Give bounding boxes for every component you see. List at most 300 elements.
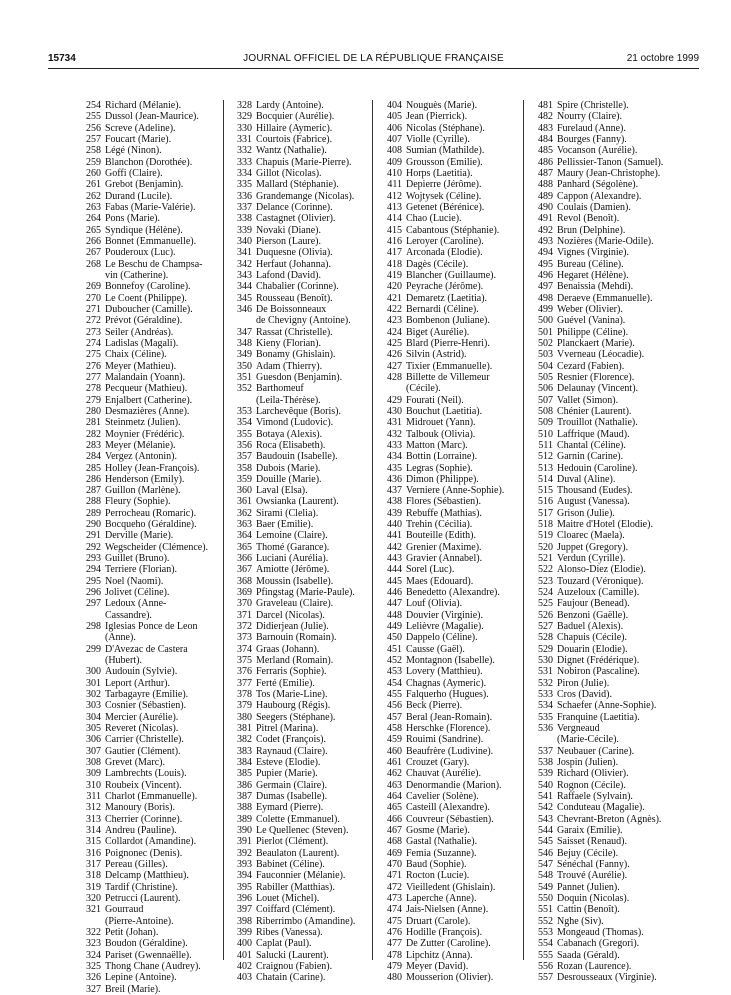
list-item [232, 972, 368, 983]
list-item [232, 938, 368, 949]
entry-name: Grandemange (Nicolas). [256, 190, 355, 202]
list-item [81, 757, 217, 768]
list-item [533, 508, 669, 519]
list-item [533, 327, 669, 338]
entry-name: Durand (Lucile). [105, 190, 173, 202]
entry-name: Reveret (Nicolas). [105, 723, 179, 735]
list-item [81, 904, 217, 915]
entry-name: Guével (Vanina). [557, 315, 626, 327]
entry-number: 271 [86, 303, 101, 315]
list-item [533, 927, 669, 938]
entry-name: Pitrel (Marina). [256, 723, 319, 735]
entry-name: Seiler (Andréas). [105, 326, 174, 338]
list-item [81, 700, 217, 711]
entry-name: Dubois (Marie). [256, 462, 321, 474]
list-item [232, 870, 368, 881]
list-item [232, 145, 368, 156]
list-item [232, 440, 368, 451]
entry-number: 416 [387, 235, 402, 247]
list-item [533, 123, 669, 134]
entry-number: 401 [237, 949, 252, 961]
entry-name: Grebot (Benjamin). [105, 179, 184, 191]
list-item [232, 655, 368, 666]
list-item [533, 859, 669, 870]
list-item [81, 338, 217, 349]
list-item [382, 870, 518, 881]
list-item [533, 916, 669, 927]
entry-number: 507 [538, 394, 553, 406]
entry-number: 510 [538, 428, 553, 440]
entry-name: Vocanson (Aurélie). [557, 145, 638, 157]
entry-name: Roubeix (Vincent). [105, 779, 182, 791]
list-item [232, 904, 368, 915]
list-item [533, 972, 669, 983]
entry-name: Ladislas (Magali). [105, 337, 179, 349]
entry-number: 477 [387, 938, 402, 950]
list-item [81, 157, 217, 168]
entry-number: 538 [538, 757, 553, 769]
entry-number [81, 610, 101, 621]
entry-number: 480 [387, 972, 402, 984]
entry-name: Amiotte (Jérôme). [256, 564, 330, 576]
list-item [232, 734, 368, 745]
list-item [382, 293, 518, 304]
entry-name: Silvin (Astrid). [406, 349, 467, 361]
list-item [382, 123, 518, 134]
entry-name: Roca (Elisabeth). [256, 439, 326, 451]
entry-number: 452 [387, 655, 402, 667]
entry-number: 335 [237, 179, 252, 191]
list-item [382, 587, 518, 598]
entry-number: 553 [538, 926, 553, 938]
entry-number: 390 [237, 825, 252, 836]
list-item [533, 361, 669, 372]
entry-number: 532 [538, 677, 553, 689]
entry-name: Rebuffe (Mathias). [406, 507, 482, 519]
entry-number: 460 [387, 745, 402, 757]
entry-number: 295 [86, 575, 101, 587]
entry-name: Seegers (Stéphane). [256, 711, 336, 723]
list-item [232, 802, 368, 813]
list-item [382, 519, 518, 530]
entry-number: 398 [237, 915, 252, 927]
entry-number: 474 [387, 904, 402, 916]
entry-name: Baer (Emilie). [256, 519, 314, 531]
list-item [382, 383, 518, 394]
entry-name: Courtois (Fabrice). [256, 133, 333, 145]
list-item [232, 848, 368, 859]
list-item [232, 644, 368, 655]
list-item [232, 768, 368, 779]
list-item [232, 836, 368, 847]
entry-number: 388 [237, 802, 252, 814]
list-item [81, 406, 217, 417]
entry-name: Bureau (Céline). [557, 258, 624, 270]
entry-number: 360 [237, 485, 252, 497]
entry-number: 354 [237, 417, 252, 429]
entry-name: Benedetto (Alexandre). [406, 587, 500, 599]
entry-name: Duquesne (Olivia). [256, 247, 333, 259]
list-item [81, 429, 217, 440]
entry-name: Midrouet (Yann). [406, 417, 476, 429]
list-item [81, 315, 217, 326]
list-item [81, 734, 217, 745]
list-item [81, 327, 217, 338]
entry-number: 355 [237, 428, 252, 440]
entry-number: 283 [86, 439, 101, 451]
entry-name: Talbouk (Olivia). [406, 428, 476, 440]
entry-name: Terriere (Florian). [105, 564, 178, 576]
entry-number: 379 [237, 700, 252, 712]
entry-number: 537 [538, 745, 553, 757]
entry-name: Beaufrère (Ludivine). [406, 745, 494, 757]
entry-number: 381 [237, 723, 252, 735]
entry-number: 372 [237, 621, 252, 633]
entry-name: Cherrier (Corinne). [105, 813, 183, 825]
list-item [232, 247, 368, 258]
entry-number: 256 [86, 122, 101, 134]
entry-number: 521 [538, 553, 553, 565]
list-item [533, 395, 669, 406]
entry-name: De Zutter (Caroline). [406, 938, 491, 950]
entry-name: Prévot (Géraldine). [105, 315, 183, 327]
list-item [382, 508, 518, 519]
entry-number [382, 383, 402, 394]
entry-number: 472 [387, 881, 402, 893]
entry-number: 327 [86, 983, 101, 995]
entry-name: (Marie-Cécile). [557, 734, 619, 746]
entry-number: 359 [237, 473, 252, 485]
entry-number [232, 395, 252, 406]
entry-number: 328 [237, 100, 252, 111]
list-item [232, 621, 368, 632]
entry-number: 549 [538, 881, 553, 893]
entry-number: 375 [237, 655, 252, 667]
entry-number: 444 [387, 564, 402, 576]
list-item [533, 802, 669, 813]
entry-name: Screve (Adeline). [105, 122, 176, 134]
entry-number: 357 [237, 451, 252, 463]
list-item [533, 372, 669, 383]
entry-name: Kieny (Florian). [256, 337, 321, 349]
entry-number: 468 [387, 836, 402, 848]
list-item [533, 225, 669, 236]
list-item [533, 768, 669, 779]
entry-number: 263 [86, 201, 101, 213]
entry-name: Tixier (Emmanuelle). [406, 360, 493, 372]
entry-name: Chao (Lucie). [406, 213, 462, 225]
list-item [232, 474, 368, 485]
list-item [382, 564, 518, 575]
list-item [81, 689, 217, 700]
entry-name: Lafond (David). [256, 269, 321, 281]
entry-name: Chénier (Laurent). [557, 405, 632, 417]
entry-number: 363 [237, 519, 252, 531]
entry-number: 384 [237, 757, 252, 769]
list-item [81, 383, 217, 394]
list-item [81, 984, 217, 995]
entry-name: Pons (Marie). [105, 213, 160, 225]
entry-number: 293 [86, 553, 101, 565]
list-item [232, 270, 368, 281]
entry-name: Jospin (Julien). [557, 757, 619, 769]
entry-name: Delance (Corinne). [256, 201, 333, 213]
entry-name: Barnouin (Romain). [256, 632, 337, 644]
entry-name: Nghe (Siv). [557, 915, 604, 927]
entry-name: Didierjean (Julie). [256, 621, 329, 633]
entry-name: Lovery (Matthieu). [406, 666, 483, 678]
page-number: 15734 [48, 53, 76, 64]
entry-number [232, 315, 252, 326]
list-item [533, 814, 669, 825]
list-item [533, 191, 669, 202]
entry-name: Benaissia (Mehdi). [557, 281, 634, 293]
entry-name: Cros (David). [557, 689, 612, 701]
entry-name: Duboucher (Camille). [105, 303, 193, 315]
entry-number: 431 [387, 417, 402, 429]
entry-name: Riberrimbo (Amandine). [256, 915, 356, 927]
list-item [232, 134, 368, 145]
entry-name: Bonnefoy (Caroline). [105, 281, 191, 293]
list-item [382, 406, 518, 417]
entry-name: Meyer (Mélanie). [105, 439, 176, 451]
list-item [81, 247, 217, 258]
entry-number: 364 [237, 530, 252, 542]
list-item [382, 259, 518, 270]
entry-name: Sénéchal (Fanny). [557, 858, 630, 870]
entry-number: 280 [86, 405, 101, 417]
entry-number: 531 [538, 666, 553, 678]
list-item [382, 349, 518, 360]
list-item [232, 678, 368, 689]
list-item [382, 598, 518, 609]
list-item [382, 485, 518, 496]
entry-number: 406 [387, 122, 402, 134]
list-item [232, 530, 368, 541]
list-item [382, 395, 518, 406]
entry-name: Bocqueho (Géraldine). [105, 519, 197, 531]
list-item [533, 632, 669, 643]
entry-number: 473 [387, 892, 402, 904]
entry-name: Duval (Aline). [557, 473, 616, 485]
entry-number: 530 [538, 655, 553, 667]
list-item [81, 610, 217, 621]
list-item [382, 304, 518, 315]
entry-number: 418 [387, 258, 402, 270]
list-item [232, 632, 368, 643]
entry-number: 323 [86, 938, 101, 950]
entry-name: Maury (Jean-Christophe). [557, 167, 661, 179]
entry-name: Coiffard (Clément). [256, 904, 336, 916]
entry-name: Cattin (Benoît). [557, 904, 620, 916]
list-item [81, 100, 217, 111]
entry-name: Maes (Edouard). [406, 575, 474, 587]
list-item [232, 293, 368, 304]
list-item [533, 496, 669, 507]
list-item [232, 723, 368, 734]
entry-name: Raffaele (Sylvain). [557, 791, 633, 803]
list-item [382, 927, 518, 938]
entry-number: 528 [538, 632, 553, 644]
list-item [81, 202, 217, 213]
entry-number: 442 [387, 541, 402, 553]
entry-number: 399 [237, 926, 252, 938]
list-item [232, 496, 368, 507]
publication-date: 21 octobre 1999 [626, 53, 699, 64]
list-item [232, 791, 368, 802]
list-item [533, 145, 669, 156]
list-item [232, 587, 368, 598]
entry-name: Steinmetz (Julien). [105, 417, 181, 429]
entry-number: 511 [538, 439, 553, 451]
entry-number: 310 [86, 779, 101, 791]
entry-number: 409 [387, 156, 402, 168]
entry-name: Spire (Christelle). [557, 100, 629, 111]
list-item [382, 791, 518, 802]
entry-name: Maitre d'Hotel (Elodie). [557, 519, 653, 531]
list-item [382, 281, 518, 292]
list-item [232, 508, 368, 519]
entry-number: 353 [237, 405, 252, 417]
list-item [533, 553, 669, 564]
list-item [382, 972, 518, 983]
list-item [81, 440, 217, 451]
list-item [81, 304, 217, 315]
entry-name: Enjalbert (Catherine). [105, 394, 193, 406]
entry-number: 391 [237, 836, 252, 848]
entry-number: 413 [387, 201, 402, 213]
entry-number: 397 [237, 904, 252, 916]
entry-number: 423 [387, 315, 402, 327]
list-item [382, 610, 518, 621]
entry-name: Fourati (Neil). [406, 394, 464, 406]
list-item [533, 893, 669, 904]
list-item [533, 463, 669, 474]
entry-number: 291 [86, 530, 101, 542]
entry-number: 428 [387, 371, 402, 383]
entry-number: 545 [538, 836, 553, 848]
entry-name: Planckaert (Marie). [557, 337, 635, 349]
entry-number: 400 [237, 938, 252, 950]
entry-name: Verniere (Anne-Sophie). [406, 485, 505, 497]
entry-name: Malandain (Yoann). [105, 371, 186, 383]
list-item [81, 882, 217, 893]
entry-number: 506 [538, 383, 553, 395]
entry-name: Beck (Pierre). [406, 700, 463, 712]
list-item [81, 859, 217, 870]
entry-number: 308 [86, 757, 101, 769]
entry-name: Guillon (Marlène). [105, 485, 181, 497]
entry-name: Petit (Johan). [105, 926, 159, 938]
entry-name: Botaya (Alexis). [256, 428, 323, 440]
entry-name: Gastal (Nathalie). [406, 836, 478, 848]
entry-name: Pellissier-Tanon (Samuel). [557, 156, 664, 168]
entry-name: Audouin (Sylvie). [105, 666, 178, 678]
entry-name: Saada (Gérald). [557, 949, 620, 961]
entry-number: 279 [86, 394, 101, 406]
entry-number: 276 [86, 360, 101, 372]
entry-number: 546 [538, 847, 553, 859]
entry-number: 501 [538, 326, 553, 338]
entry-number: 339 [237, 224, 252, 236]
list-item [232, 463, 368, 474]
list-item [382, 950, 518, 961]
entry-name: Le Quellenec (Steven). [256, 825, 349, 836]
entry-name: Mallard (Stéphanie). [256, 179, 339, 191]
entry-name: Dappelo (Céline). [406, 632, 478, 644]
entry-number: 274 [86, 337, 101, 349]
entry-name: Douvier (Virginie). [406, 609, 483, 621]
entry-number: 338 [237, 213, 252, 225]
entry-number: 551 [538, 904, 553, 916]
list-item [232, 598, 368, 609]
entry-number: 514 [538, 473, 553, 485]
entry-number: 407 [387, 133, 402, 145]
list-item [533, 825, 669, 836]
list-item [533, 168, 669, 179]
list-item [81, 349, 217, 360]
entry-number: 389 [237, 813, 252, 825]
list-item [382, 780, 518, 791]
entry-name: Arconada (Elodie). [406, 247, 483, 259]
entry-name: Chabalier (Corinne). [256, 281, 339, 293]
list-item [533, 700, 669, 711]
list-item [81, 361, 217, 372]
entry-name: Billette de Villemeur [406, 371, 490, 383]
list-item [382, 576, 518, 587]
entry-name: Horps (Laetitia). [406, 167, 473, 179]
entry-number: 306 [86, 734, 101, 746]
list-item [232, 429, 368, 440]
entry-number: 296 [86, 587, 101, 599]
entry-number: 334 [237, 167, 252, 179]
list-item [81, 530, 217, 541]
entry-name: Légé (Ninon). [105, 145, 162, 157]
entry-number: 336 [237, 190, 252, 202]
list-item [232, 780, 368, 791]
list-item [533, 576, 669, 587]
entry-name: de Chevigny (Antoine). [256, 315, 351, 327]
entry-number: 533 [538, 689, 553, 701]
entry-number: 524 [538, 587, 553, 599]
entry-name: Pouderoux (Luc). [105, 247, 176, 259]
entry-number: 347 [237, 326, 252, 338]
list-item [81, 836, 217, 847]
entry-number: 513 [538, 462, 553, 474]
entry-number: 463 [387, 779, 402, 791]
entry-number: 517 [538, 507, 553, 519]
list-item [81, 564, 217, 575]
entry-number: 268 [86, 258, 101, 270]
entry-name: Delaunay (Vincent). [557, 383, 639, 395]
entry-name: Tos (Marie-Line). [256, 689, 328, 701]
entry-number: 461 [387, 757, 402, 769]
list-item [232, 553, 368, 564]
entry-name: Bouchut (Laetitia). [406, 405, 483, 417]
entry-number: 329 [237, 111, 252, 123]
list-item [382, 315, 518, 326]
list-item [382, 179, 518, 190]
entry-name: Hillaire (Aymeric). [256, 122, 333, 134]
entry-number: 316 [86, 847, 101, 859]
entry-name: Cassandre). [105, 609, 152, 621]
list-item [81, 123, 217, 134]
entry-name: Grevet (Marc). [105, 757, 165, 769]
list-item [382, 904, 518, 915]
entry-number: 259 [86, 156, 101, 168]
list-item [382, 111, 518, 122]
list-item [382, 632, 518, 643]
